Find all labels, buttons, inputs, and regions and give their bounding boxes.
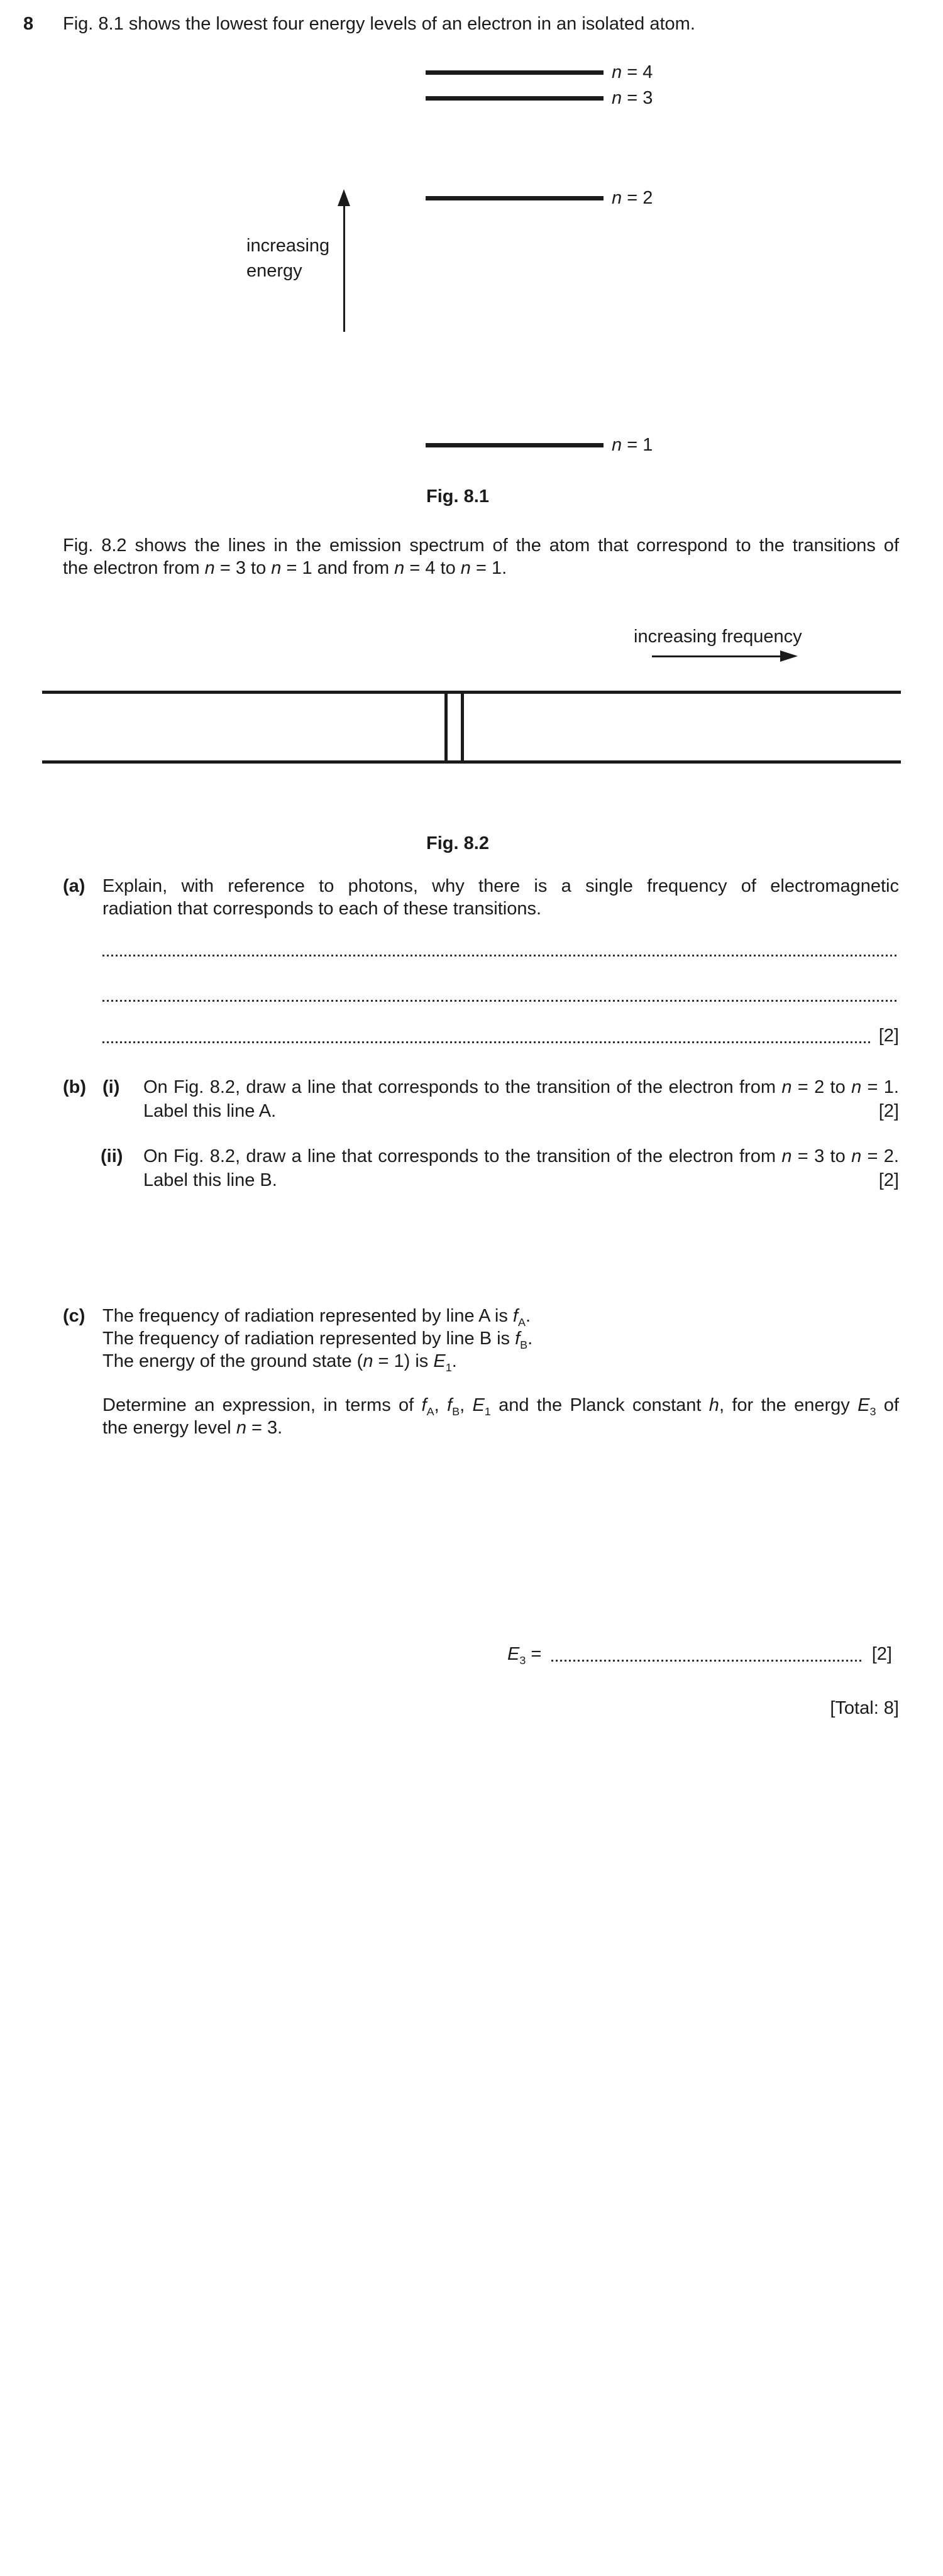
energy-level-label-n4: n = 4	[612, 62, 653, 82]
part-b-i-text-line2-row	[143, 1100, 899, 1122]
part-a-text-line2: radiation that corresponds to each of these transitions.	[102, 899, 542, 919]
increasing-energy-label-line1: increasing	[246, 236, 330, 256]
part-b-ii-text-line2-row	[143, 1169, 899, 1192]
part-c-label: (c)	[63, 1306, 85, 1326]
increasing-energy-label-line2: energy	[246, 261, 302, 281]
part-c-text-line3: The energy of the ground state (n = 1) is $E_1$.	[102, 1351, 457, 1374]
arrowhead-up-icon	[338, 189, 350, 206]
part-c-text-line1: The frequency of radiation represented by line A is $f_A$.	[102, 1306, 531, 1329]
answer-dotted-line-2	[102, 1000, 899, 1002]
increasing-energy-label	[246, 233, 329, 283]
part-b-i-text-line2: Label this line A.	[143, 1101, 277, 1121]
part-b-i-mark: [2]	[878, 1101, 899, 1121]
energy-level-label-n1: n = 1	[612, 435, 653, 455]
part-b-i-label: (i)	[102, 1077, 120, 1097]
spectrum-band-bottom-line	[42, 760, 901, 764]
fig-8-2-caption: Fig. 8.2	[426, 833, 489, 853]
part-b-label: (b)	[63, 1077, 87, 1097]
arrowhead-right-icon	[780, 650, 798, 662]
spectral-line-n3-to-n1	[444, 691, 448, 764]
e3-answer-dots	[551, 1660, 863, 1662]
energy-level-line-n1	[426, 443, 604, 447]
part-c-text-line2: The frequency of radiation represented by line B is $f_B$.	[102, 1329, 533, 1351]
part-c-determine-line1: Determine an expression, in terms of $f_A$, $f_B$, $E_1$ and the Planck constant h, for the energy $E_3$ of	[102, 1395, 899, 1418]
fig-8-2-intro-line1: Fig. 8.2 shows the lines in the emission spectrum of the atom that correspond to the transitions of	[63, 535, 899, 556]
answer-dotted-line-3-row	[102, 1024, 899, 1047]
answer-dotted-line-3	[102, 1041, 870, 1043]
part-b-i-text-line1: On Fig. 8.2, draw a line that corresponds to the transition of the electron from n = 2 to n = 1.	[143, 1077, 899, 1097]
spectral-line-n4-to-n1	[461, 691, 464, 764]
increasing-energy-arrow	[343, 205, 345, 332]
e3-answer-row	[507, 1640, 892, 1665]
part-b-ii-mark: [2]	[878, 1170, 899, 1190]
energy-level-line-n2	[426, 196, 604, 200]
part-a-mark: [2]	[878, 1026, 899, 1046]
question-intro: Fig. 8.1 shows the lowest four energy levels of an electron in an isolated atom.	[63, 14, 695, 34]
part-b-ii-label: (ii)	[101, 1146, 123, 1166]
part-c-determine-line2: the energy level n = 3.	[102, 1418, 283, 1438]
part-c-mark: [2]	[871, 1644, 892, 1664]
answer-dotted-line-1	[102, 955, 899, 956]
e3-answer-label: $E_3$ =	[507, 1644, 542, 1667]
fig-8-1-caption: Fig. 8.1	[426, 486, 489, 507]
part-a-text-line1: Explain, with reference to photons, why there is a single frequency of electromagnetic	[102, 876, 899, 896]
part-b-ii-text-line1: On Fig. 8.2, draw a line that corresponds to the transition of the electron from n = 3 to n = 2.	[143, 1146, 899, 1166]
part-b-ii-text-line2: Label this line B.	[143, 1170, 277, 1190]
fig-8-2-intro-line2: the electron from n = 3 to n = 1 and from n = 4 to n = 1.	[63, 558, 507, 578]
energy-level-line-n4	[426, 70, 604, 75]
spectrum-band-top-line	[42, 691, 901, 694]
total-marks: [Total: 8]	[830, 1698, 899, 1718]
energy-level-label-n2: n = 2	[612, 188, 653, 208]
increasing-frequency-label: increasing frequency	[634, 627, 802, 647]
question-number: 8	[23, 14, 34, 34]
part-a-label: (a)	[63, 876, 85, 896]
energy-level-label-n3: n = 3	[612, 88, 653, 108]
energy-level-line-n3	[426, 96, 604, 101]
increasing-frequency-arrow	[652, 655, 780, 657]
